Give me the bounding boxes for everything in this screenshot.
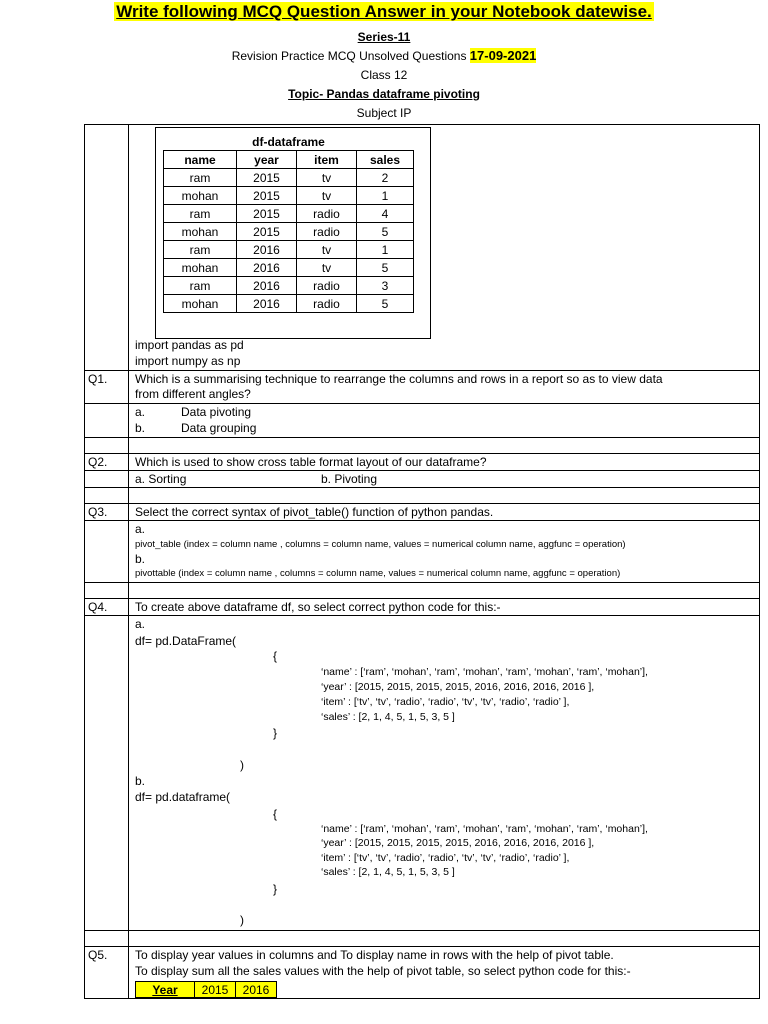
option-text: b. Pivoting [321, 472, 378, 486]
cell: ram [164, 241, 237, 259]
column-header: item [297, 151, 357, 169]
paren: ) [240, 758, 244, 772]
grid-row-line [84, 946, 760, 947]
grid-left-border [84, 124, 85, 998]
option-text: a. Sorting [135, 472, 187, 486]
cell: 2016 [237, 259, 297, 277]
question-text: To display year values in columns and To display name in rows with the help of pivot table. [135, 948, 614, 962]
cell: 2015 [237, 187, 297, 205]
series-label: Series-11 [357, 30, 411, 44]
question-number: Q1. [88, 372, 108, 386]
table-row [164, 259, 414, 277]
dict-line: ‘name’ : [‘ram’, ‘mohan’, ‘ram’, ‘mohan’, ‘ram’, ‘mohan’, ‘ram’, ‘mohan’], [321, 823, 648, 835]
brace: { [273, 807, 278, 821]
cell: tv [297, 259, 357, 277]
table-row [164, 223, 414, 241]
revision-line [0, 48, 768, 63]
question-text: To display sum all the sales values with the help of pivot table, so select python code for this:- [135, 964, 631, 978]
option-code: pivottable (index = column name , columns = column name, values = numerical column name, aggfunc = operation) [135, 568, 621, 579]
cell: ram [164, 277, 237, 295]
question-text: from different angles? [135, 387, 251, 401]
cell: 5 [357, 223, 414, 241]
table-row [164, 277, 414, 295]
year-value: 2016 [236, 982, 277, 998]
grid-row-line [84, 930, 760, 931]
table-header-row [164, 151, 414, 169]
option-label: a. [135, 522, 146, 536]
cell: radio [297, 205, 357, 223]
grid-row-line [84, 437, 760, 438]
brace: } [273, 882, 278, 896]
cell: 2016 [237, 241, 297, 259]
option-text: Data pivoting [181, 405, 252, 419]
table-row [164, 205, 414, 223]
revision-text: Revision Practice MCQ Unsolved Questions [231, 49, 470, 63]
grid-row-line [84, 598, 760, 599]
cell: radio [297, 277, 357, 295]
column-header: name [164, 151, 237, 169]
dict-line: ‘year’ : [2015, 2015, 2015, 2015, 2016, 2016, 2016, 2016 ], [321, 681, 595, 693]
title-text: Write following MCQ Question Answer in your Notebook datewise. [116, 2, 652, 21]
cell: 4 [357, 205, 414, 223]
grid-row-line [84, 520, 760, 521]
import-line: import pandas as pd [135, 338, 244, 352]
question-number: Q4. [88, 600, 108, 614]
grid-row-line [84, 370, 760, 371]
grid-row-line [84, 503, 760, 504]
dataframe-title: df-dataframe [164, 133, 414, 151]
option-code: df= pd.dataframe( [135, 790, 231, 804]
cell: 5 [357, 295, 414, 313]
question-text: Select the correct syntax of pivot_table() function of python pandas. [135, 505, 494, 519]
grid-right-border [759, 124, 760, 998]
cell: 2016 [237, 295, 297, 313]
brace: { [273, 649, 278, 663]
question-text: Which is a summarising technique to rearrange the columns and rows in a report so as to view data [135, 372, 663, 386]
topic-label: Topic- Pandas dataframe pivoting [288, 87, 480, 101]
question-number: Q2. [88, 455, 108, 469]
column-header: year [237, 151, 297, 169]
brace: } [273, 726, 278, 740]
table-row [164, 169, 414, 187]
grid-row-line [84, 124, 760, 125]
grid-row-line [84, 470, 760, 471]
import-line: import numpy as np [135, 354, 241, 368]
cell: 2015 [237, 169, 297, 187]
question-text: To create above dataframe df, so select correct python code for this:- [135, 600, 501, 614]
cell: 1 [357, 241, 414, 259]
option-label: b. [135, 774, 146, 788]
cell: radio [297, 223, 357, 241]
option-code: df= pd.DataFrame( [135, 634, 237, 648]
grid-row-line [84, 453, 760, 454]
page-title [0, 2, 768, 22]
date-badge: 17-09-2021 [469, 48, 537, 63]
table-row [164, 187, 414, 205]
grid-row-line [84, 582, 760, 583]
year-header: Year [136, 982, 195, 998]
cell: mohan [164, 187, 237, 205]
dict-line: ‘year’ : [2015, 2015, 2015, 2015, 2016, 2016, 2016, 2016 ], [321, 837, 595, 849]
cell: 1 [357, 187, 414, 205]
option-label: a. [135, 405, 146, 419]
cell: 2015 [237, 223, 297, 241]
dict-line: ‘sales’ : [2, 1, 4, 5, 1, 5, 3, 5 ] [321, 711, 455, 723]
cell: ram [164, 169, 237, 187]
question-text: Which is used to show cross table format layout of our dataframe? [135, 455, 487, 469]
option-label: a. [135, 617, 146, 631]
cell: 2016 [237, 277, 297, 295]
paren: ) [240, 913, 244, 927]
cell: 3 [357, 277, 414, 295]
cell: 2015 [237, 205, 297, 223]
dataframe-table [163, 133, 414, 313]
year-value: 2015 [195, 982, 236, 998]
cell: tv [297, 169, 357, 187]
grid-divider [128, 124, 129, 998]
grid-row-line [84, 998, 760, 999]
question-number: Q3. [88, 505, 108, 519]
table-row [164, 241, 414, 259]
table-row [164, 295, 414, 313]
option-code: pivot_table (index = column name , columns = column name, values = numerical column name, aggfunc = operation) [135, 539, 626, 550]
cell: ram [164, 205, 237, 223]
option-label: b. [135, 552, 146, 566]
option-text: Data grouping [181, 421, 257, 435]
grid-row-line [84, 487, 760, 488]
dict-line: ‘item’ : [‘tv’, ‘tv’, ‘radio’, ‘radio’, ‘tv’, ‘tv’, ‘radio’, ‘radio’ ], [321, 852, 570, 864]
cell: mohan [164, 259, 237, 277]
question-number: Q5. [88, 948, 108, 962]
cell: radio [297, 295, 357, 313]
year-header-table [135, 981, 277, 998]
column-header: sales [357, 151, 414, 169]
cell: mohan [164, 295, 237, 313]
dict-line: ‘item’ : [‘tv’, ‘tv’, ‘radio’, ‘radio’, ‘tv’, ‘tv’, ‘radio’, ‘radio’ ], [321, 696, 570, 708]
subject-label: Subject IP [356, 106, 412, 120]
cell: mohan [164, 223, 237, 241]
grid-row-line [84, 403, 760, 404]
grid-row-line [84, 615, 760, 616]
option-label: b. [135, 421, 146, 435]
dict-line: ‘name’ : [‘ram’, ‘mohan’, ‘ram’, ‘mohan’, ‘ram’, ‘mohan’, ‘ram’, ‘mohan’], [321, 666, 648, 678]
cell: 5 [357, 259, 414, 277]
dict-line: ‘sales’ : [2, 1, 4, 5, 1, 5, 3, 5 ] [321, 866, 455, 878]
cell: 2 [357, 169, 414, 187]
cell: tv [297, 187, 357, 205]
class-label: Class 12 [360, 68, 408, 82]
cell: tv [297, 241, 357, 259]
